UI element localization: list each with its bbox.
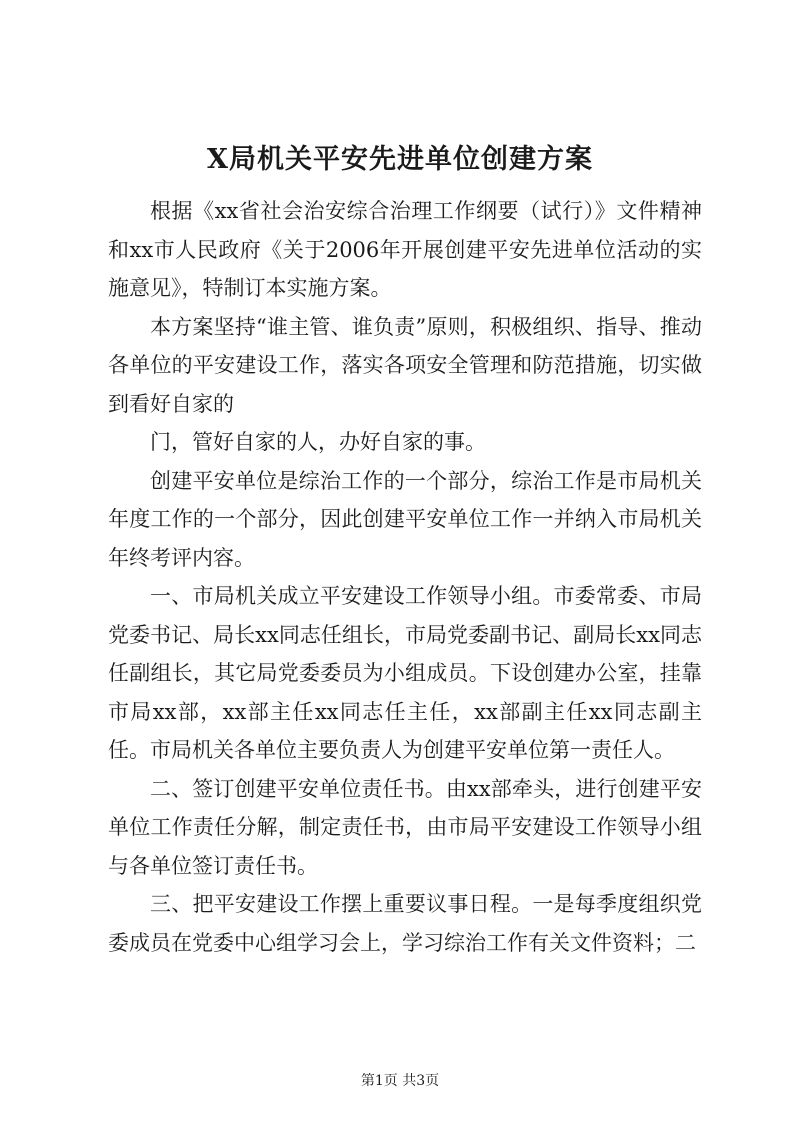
paragraph-principle-continued: 门，管好自家的人，办好自家的事。 (150, 430, 486, 454)
paragraph-section-2: 二、签订创建平安单位责任书。由xx部牵头，进行创建平安单位工作责任分解，制定责任书，由市局平安建设工作领导小组与各单位签订责任书。 (108, 776, 702, 878)
document-body (108, 192, 702, 962)
paragraph-section-1: 一、市局机关成立平安建设工作领导小组。市委常委、市局党委书记、局长xx同志任组长，市局党委副书记、副局长xx同志任副组长，其它局党委委员为小组成员。下设创建办公室，挂靠市局xx部，xx部主任xx同志任主任，xx部副主任xx同志副主任。市局机关各单位主要负责人为创建平安单位第一责任人。 (108, 584, 702, 762)
page-number-footer: 第1页 共3页 (360, 1073, 440, 1089)
paragraph-intro: 根据《xx省社会治安综合治理工作纲要（试行）》文件精神和xx市人民政府《关于2006年开展创建平安先进单位活动的实施意见》，特制订本实施方案。 (108, 199, 702, 300)
paragraph-assessment: 创建平安单位是综治工作的一个部分，综治工作是市局机关年度工作的一个部分，因此创建平安单位工作一并纳入市局机关年终考评内容。 (108, 468, 702, 570)
paragraph-section-3: 三、把平安建设工作摆上重要议事日程。一是每季度组织党委成员在党委中心组学习会上，学习综治工作有关文件资料；二 (108, 892, 702, 955)
document-title: X局机关平安先进单位创建方案 (207, 144, 593, 175)
paragraph-principle: 本方案坚持“谁主管、谁负责”原则，积极组织、指导、推动各单位的平安建设工作，落实各项安全管理和防范措施，切实做到看好自家的 (108, 314, 702, 416)
